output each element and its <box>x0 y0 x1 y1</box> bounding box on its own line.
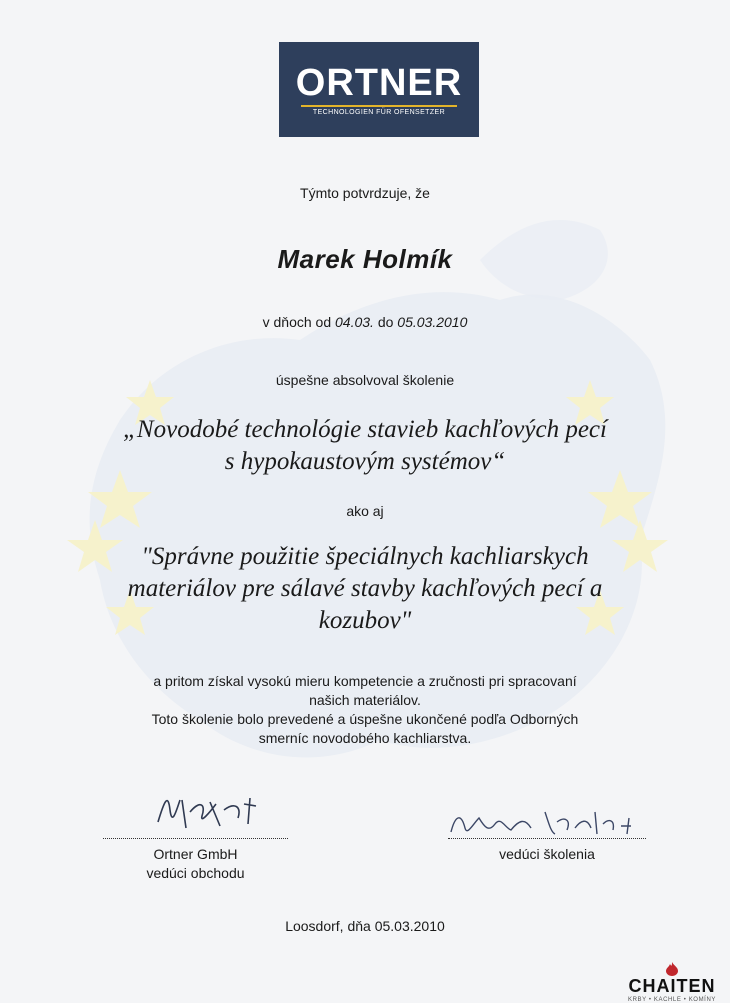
body-line4: smerníc novodobého kachliarstva. <box>258 730 472 746</box>
logo-tagline: TECHNOLOGIEN FÜR OFENSETZER <box>312 109 446 116</box>
signature-label-right <box>448 845 646 864</box>
logo-name: ORTNER <box>295 62 463 104</box>
chaiten-name: CHAITEN <box>628 976 716 996</box>
ortner-logo <box>279 42 479 137</box>
signature-label-left <box>103 845 288 883</box>
chaiten-tagline: KRBY • KACHLE • KOMÍNY <box>628 997 716 1003</box>
course2-title <box>0 541 730 637</box>
connector-text: ako aj <box>346 503 384 519</box>
flame-icon <box>664 962 680 976</box>
course1-line2: s hypokaustovým systémov“ <box>224 448 506 475</box>
body-paragraph <box>0 672 730 748</box>
signature-right <box>445 798 655 848</box>
course1-line1: „Novodobé technológie stavieb kachľových pecí <box>123 416 607 443</box>
signature-left <box>150 782 290 842</box>
course2-line3: kozubov" <box>318 607 412 634</box>
course2-line2: materiálov pre sálavé stavby kachľových pecí a <box>127 575 603 602</box>
date-range <box>0 314 730 330</box>
logo-underline <box>301 105 457 107</box>
chaiten-watermark <box>616 962 728 1003</box>
recipient-name: Marek Holmík <box>277 244 453 274</box>
signature-right-role: vedúci školenia <box>499 846 595 862</box>
body-line2: našich materiálov. <box>309 692 421 708</box>
signature-left-role: vedúci obchodu <box>146 865 245 881</box>
body-line1: a pritom získal vysokú mieru kompetencie a zručnosti pri spracovaní <box>153 673 577 689</box>
date-from: 04.03. <box>335 314 374 330</box>
place-date: Loosdorf, dňa 05.03.2010 <box>285 918 445 934</box>
completed-text: úspešne absolvoval školenie <box>275 372 455 388</box>
signature-line-left <box>103 838 288 839</box>
signature-left-org: Ortner GmbH <box>153 846 238 862</box>
course2-line1: "Správne použitie špeciálnych kachliarskych <box>141 543 589 570</box>
intro-text: Týmto potvrdzuje, že <box>300 185 430 201</box>
signature-line-right <box>448 838 646 839</box>
course1-title <box>0 414 730 478</box>
date-prefix: v dňoch od <box>262 314 332 330</box>
body-line3: Toto školenie bolo prevedené a úspešne ukončené podľa Odborných <box>151 711 579 727</box>
date-middle: do <box>377 314 394 330</box>
date-to: 05.03.2010 <box>397 314 468 330</box>
